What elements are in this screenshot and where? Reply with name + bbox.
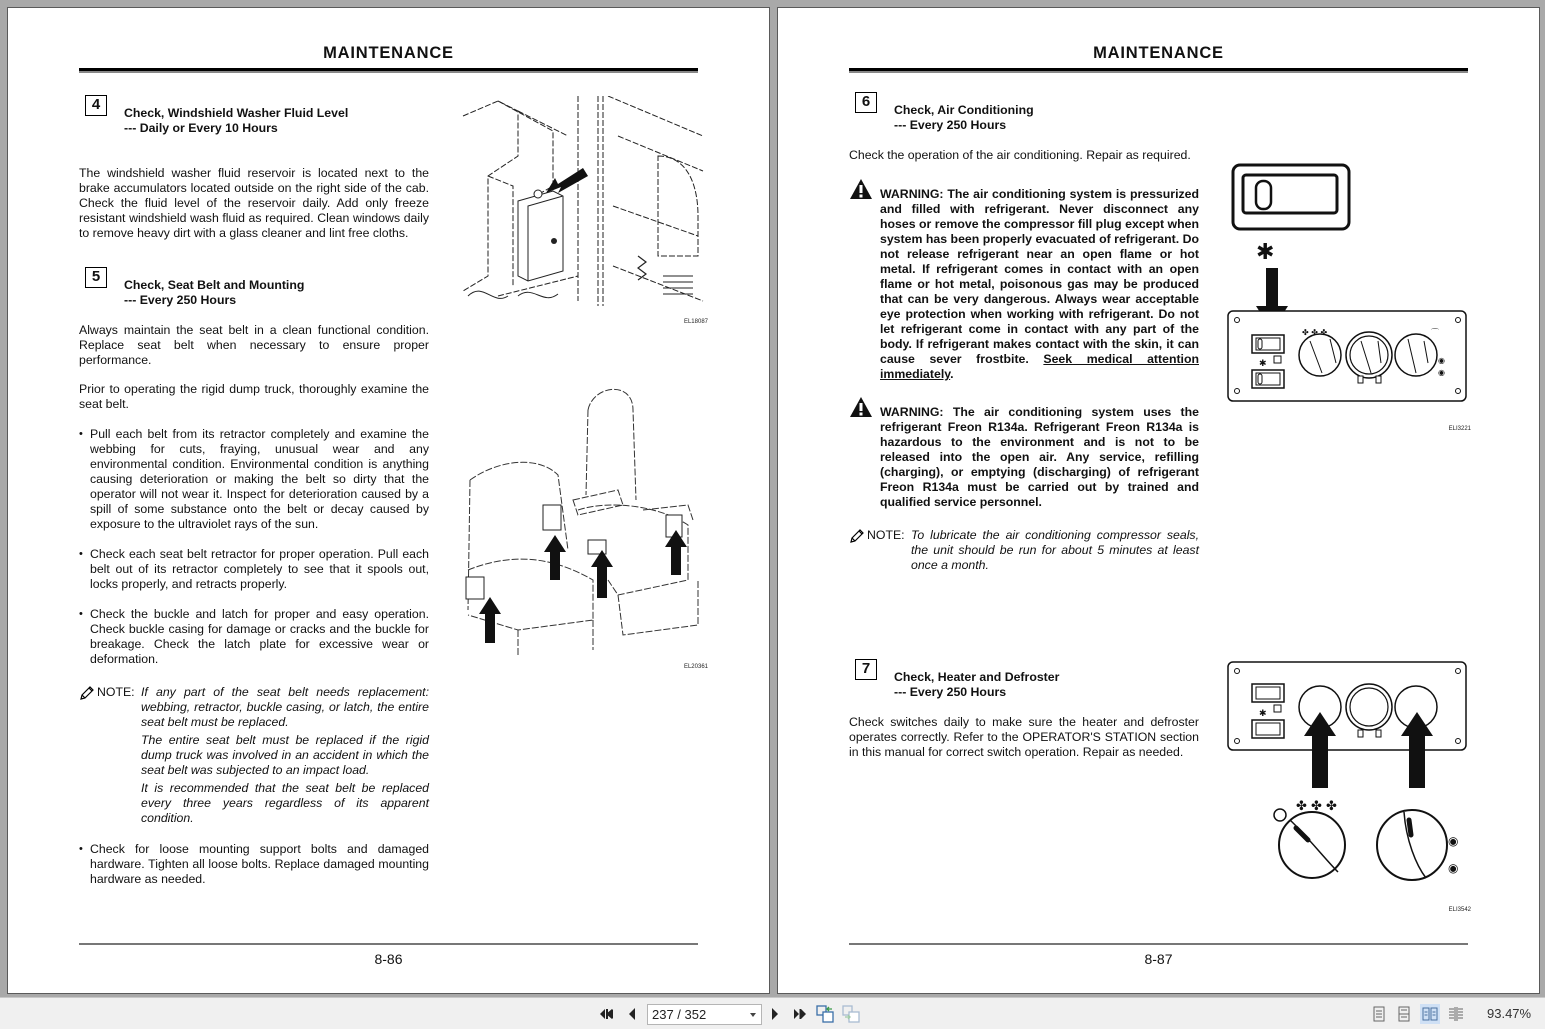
heater-knobs-illustration (1226, 660, 1471, 905)
svg-text:✱: ✱ (1259, 359, 1267, 369)
svg-text:◉: ◉ (1438, 356, 1445, 365)
step-number-box: 5 (85, 267, 107, 288)
page-number: 8-86 (374, 951, 403, 967)
bullet-item: • Check for loose mounting support bolts and damaged hardware. Tighten all loose bolts. Replace damaged mounting hardware as needed. (79, 842, 429, 887)
facing-pages-icon (1422, 1006, 1438, 1022)
page-indicator: 237 / 352 (652, 1007, 707, 1022)
warning-emphasis: Seek medical attention immediately (880, 352, 1199, 381)
step-number-box: 6 (855, 92, 877, 113)
step-title (124, 278, 304, 308)
first-page-icon (599, 1007, 615, 1021)
single-page-icon (1372, 1006, 1386, 1022)
note-block (867, 528, 1199, 576)
chevron-down-icon (750, 1013, 756, 1017)
seat-belt-illustration (458, 380, 708, 660)
step-interval: --- Every 250 Hours (894, 118, 1007, 132)
ac-control-panel-illustration (1226, 163, 1471, 428)
pencil-note-icon (849, 528, 865, 544)
next-view-icon (842, 1005, 860, 1023)
ac-switch-figure (1226, 163, 1471, 438)
header-rule (849, 68, 1468, 73)
warning-label: WARNING: (880, 405, 944, 419)
previous-view-icon (816, 1005, 834, 1023)
step-title (124, 106, 348, 136)
next-page-button[interactable] (766, 1005, 784, 1023)
previous-view-button[interactable] (816, 1005, 834, 1023)
footer-rule (79, 943, 698, 945)
step-body: Check the operation of the air conditioning. Repair as required. (849, 148, 1191, 162)
page-number-dropdown[interactable] (647, 1004, 762, 1025)
last-page-icon (792, 1007, 808, 1021)
previous-page-button[interactable] (623, 1005, 641, 1023)
svg-text:◉: ◉ (1448, 861, 1459, 875)
continuous-facing-icon (1448, 1006, 1464, 1022)
continuous-view-button[interactable] (1394, 1004, 1414, 1024)
page-header: MAINTENANCE (323, 44, 454, 62)
step-body: The windshield washer fluid reservoir is located next to the brake accumulators located outside on the right side of the cab. Check the fluid level of the reservoir daily. Add only freeze resistant windshield wash fluid as required. Clean windows daily to remove heavy dirt with a glass cleaner and lint free cloths. (79, 166, 429, 240)
note-text: If any part of the seat belt needs replacement: webbing, retractor, buckle casing, or latch, the entire seat belt must be replaced. (141, 685, 429, 729)
warning-triangle-icon (849, 396, 873, 418)
washer-reservoir-illustration (458, 96, 708, 321)
figure-id: EL20361 (683, 664, 708, 670)
step-title-text: Check, Windshield Washer Fluid Level (124, 106, 349, 120)
step-title (894, 103, 1034, 133)
header-rule (79, 68, 698, 73)
step-para: Always maintain the seat belt in a clean functional condition. Replace seat belt when necessary to ensure proper performance. (79, 323, 429, 367)
note-label: NOTE: (97, 685, 135, 699)
footer-rule (849, 943, 1468, 945)
next-view-button[interactable] (842, 1005, 860, 1023)
svg-text:✱: ✱ (1256, 240, 1275, 265)
continuous-page-icon (1397, 1006, 1411, 1022)
warning-text: The air conditioning system is pressurized and filled with refrigerant. Never disconnect any hoses or remove the compressor fill plug except when system has been properly evacuated of refrigerant. Do not release refrigerant near an open flame or hot metal. If refrigerant comes in contact with an open flame or hot metal, poisonous gas may be produced that can be very dangerous. Always wear acceptable eye protection when working with refrigerant. Do not let refrigerant come in contact with any part of the body. If refrigerant makes contact with the skin, it can cause sever frostbite. (880, 187, 1199, 366)
next-page-icon (770, 1007, 780, 1021)
zoom-level[interactable]: 93.47% (1487, 1006, 1532, 1021)
page-8-87 (777, 7, 1540, 994)
svg-text:◉: ◉ (1438, 368, 1445, 377)
page-header: MAINTENANCE (1093, 44, 1224, 62)
step-title-text: Check, Air Conditioning (894, 103, 1034, 117)
note-text: It is recommended that the seat belt be replaced every three years regardless of its apparent condition. (141, 781, 429, 825)
svg-text:✱: ✱ (1259, 709, 1267, 719)
step-title (894, 670, 1059, 700)
bullet-item: • Check the buckle and latch for proper and easy operation. Check buckle casing for damage or cracks and the buckle for breakage. Check the latch plate for excessive wear or deformation. (79, 607, 429, 667)
note-text: The entire seat belt must be replaced if the rigid dump truck was involved in an accident in which the seat belt was subjected to an impact load. (141, 733, 429, 777)
washer-reservoir-figure (458, 96, 708, 325)
step-body: Check switches daily to make sure the heater and defroster operates correctly. Refer to the OPERATOR'S STATION section in this manual for correct switch operation. Repair as needed. (849, 715, 1199, 759)
svg-text:✤ ✤ ✤: ✤ ✤ ✤ (1296, 799, 1337, 814)
step-number-box: 4 (85, 95, 107, 116)
svg-text:◉: ◉ (1448, 834, 1459, 848)
last-page-button[interactable] (791, 1005, 809, 1023)
previous-page-icon (627, 1007, 637, 1021)
step-title-text: Check, Seat Belt and Mounting (124, 278, 305, 292)
step-interval: --- Every 250 Hours (894, 685, 1007, 699)
step-interval: --- Daily or Every 10 Hours (124, 121, 278, 135)
step-para: Prior to operating the rigid dump truck, thoroughly examine the seat belt. (79, 382, 429, 411)
bullet-item: • Check each seat belt retractor for proper operation. Pull each belt out of its retractor completely to see that it spools out, locks properly, and retracts properly. (79, 547, 429, 592)
page-number: 8-87 (1144, 951, 1173, 967)
page-8-86 (7, 7, 770, 994)
pencil-note-icon (79, 685, 95, 701)
continuous-facing-view-button[interactable] (1446, 1004, 1466, 1024)
warning-block (880, 405, 1199, 510)
heater-defroster-figure (1226, 660, 1471, 915)
warning-triangle-icon (849, 178, 873, 200)
step-interval: --- Every 250 Hours (124, 293, 237, 307)
seat-belt-figure (458, 380, 708, 670)
warning-block (880, 187, 1199, 382)
svg-text:⌒: ⌒ (1431, 328, 1439, 337)
note-label: NOTE: (867, 528, 905, 542)
warning-text: The air conditioning system uses the refrigerant Freon R134a. Refrigerant Freon R134a is hazardous to the environment and is not to be released into the open air. Any service, refilling (charging), or emptying (discharging) of refrigerant Freon R134a must be carried out by trained and qualified service personnel. (880, 405, 1199, 509)
step-number-box: 7 (855, 659, 877, 680)
svg-text:✤ ✤ ✤: ✤ ✤ ✤ (1302, 328, 1328, 337)
note-text: To lubricate the air conditioning compressor seals, the unit should be run for about 5 minutes at least once a month. (911, 528, 1199, 572)
facing-view-button[interactable] (1420, 1004, 1440, 1024)
warning-label: WARNING: (880, 187, 944, 201)
navigation-toolbar (0, 997, 1545, 1029)
note-block (97, 685, 429, 829)
single-page-view-button[interactable] (1369, 1004, 1389, 1024)
bullet-item: • Pull each belt from its retractor completely and examine the webbing for cuts, fraying, unusual wear and any environmental condition. Environmental condition is anything causing deterioration or making the belt so dirty that the operator will not wear it. Inspect for deterioration caused by a spill of some substance onto the belt or decay caused by exposure to the ultraviolet rays of the sun. (79, 427, 429, 532)
figure-id: ELI3542 (1448, 907, 1471, 913)
warning-end: . (950, 367, 954, 381)
figure-id: ELI3221 (1448, 426, 1471, 432)
step-title-text: Check, Heater and Defroster (894, 670, 1060, 684)
first-page-button[interactable] (598, 1005, 616, 1023)
figure-id: EL18087 (683, 319, 708, 325)
